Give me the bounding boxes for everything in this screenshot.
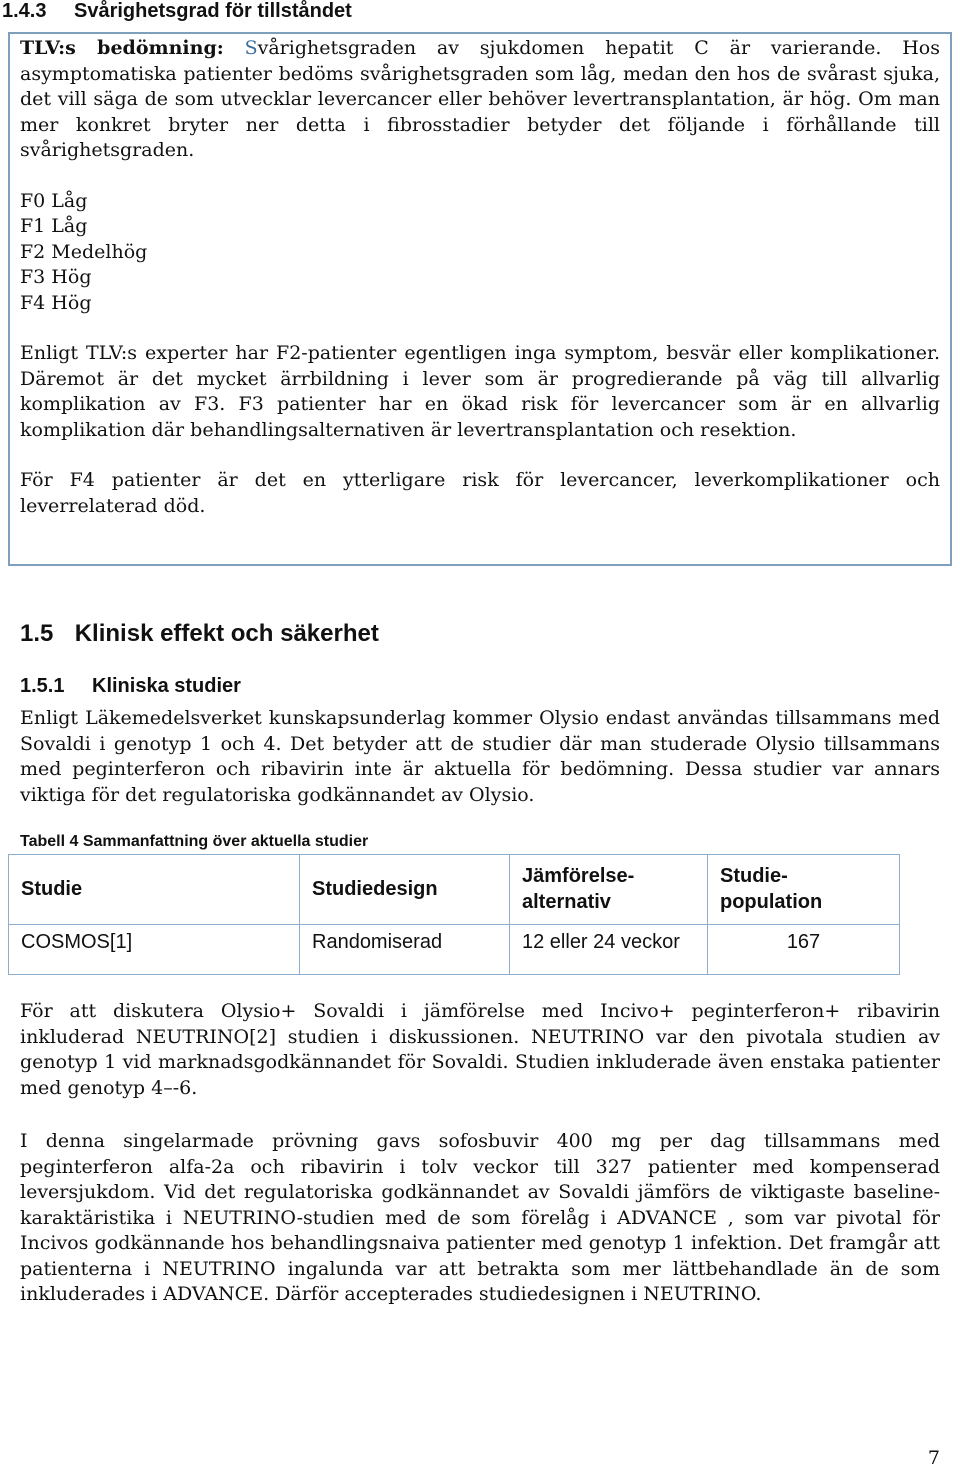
stage-item: F2 Medelhög [20,240,148,263]
stage-item: F3 Hög [20,266,92,288]
neutrino-paragraph: För att diskutera Olysio+ Sovaldi i jämförelse med Incivo+ peginterferon+ ribavirin inkluderad NEUTRINO[2] studien i diskussionen. NEUTRINO var den pivotala studien av genotyp 1 vid marknadsgodkännandet för Sovaldi. Studien inkluderade även enstaka patienter med genotyp 4–-6. [20,1000,940,1099]
assessment-text-b: Om man mer konkret bryter ner detta i fibrosstadier betyder det följande i förhållande till svårighetsgraden. [20,88,940,161]
section-heading-1-5-1 [20,675,241,698]
stage-item: F4 Hög [20,291,92,314]
header-line: Jämförelse- [522,865,635,887]
table-row [9,925,900,975]
section-title: Kliniska studier [92,675,241,697]
section-number: 1.4.3 [2,0,47,22]
header-line: Studie- [720,865,788,887]
accent-letter: S [244,37,258,59]
cell-design: Randomiserad [300,925,510,975]
section-title: Svårighetsgrad för tillståndet [74,0,352,22]
header-line: population [720,891,823,913]
section-number: 1.5 [20,620,54,647]
section-title: Klinisk effekt och säkerhet [74,620,379,647]
cell-studie: COSMOS[1] [9,925,300,975]
header-cell-population [708,855,900,925]
cell-population: 167 [708,925,900,975]
section-heading-1-4-3 [2,0,352,23]
assessment-paragraph-3: För F4 patienter är det en ytterligare risk för levercancer, leverkomplikationer och leverrelaterad död. [20,469,940,517]
tlv-label: TLV:s bedömning: [20,37,224,59]
singlearm-paragraph: I denna singelarmade prövning gavs sofosbuvir 400 mg per dag tillsammans med peginterferon alfa-2a och ribavirin i tolv veckor till 327 patienter med kompenserad leversjukdom. Vid det regulatoriska godkännandet av Sovaldi jämförs de viktigaste baseline-karaktäristika i NEUTRINO-studien med de som förelåg i ADVANCE , som var pivotal för Incivos godkännande hos behandlingsnaiva patienter med genotyp 1 infektion. Det framgår att patienterna i NEUTRINO ingalunda var att betrakta som mer lättbehandlade än de som inkluderades i ADVANCE. Därför accepterades studiedesignen i NEUTRINO. [20,1130,940,1305]
stage-item: F0 Låg [20,189,88,212]
section-heading-1-5 [20,620,379,648]
table-header-row [9,855,900,925]
table-caption: Tabell 4 Sammanfattning över aktuella studier [20,833,369,850]
tlv-assessment-content [20,36,940,519]
assessment-paragraph-2: Enligt TLV:s experter har F2-patienter egentligen inga symptom, besvär eller komplikationer. Däremot är det mycket ärrbildning i lever som är progredierande på väg till allvarlig komplikation av F3. F3 patienter har en ökad risk för levercancer som är en allvarlig komplikation där behandlingsalternativen är levertransplantation och resektion. [20,342,940,441]
stage-item: F1 Låg [20,215,88,237]
header-cell-comparator [510,855,708,925]
assessment-text: vårighetsgraden av sjukdomen hepatit C är varierande. Hos asymptomatiska patienter bedöms svårighetsgraden som låg, medan den hos de svårast sjuka, det vill säga de som utvecklar levercancer eller behöver levertransplantation, är hög. [20,37,940,110]
studies-paragraph: Enligt Läkemedelsverket kunskapsunderlag kommer Olysio endast användas tillsammans med Sovaldi i genotyp 1 och 4. Det betyder att de studier där man studerade Olysio tillsammans med peginterferon och ribavirin inte är aktuella för bedömning. Dessa studier var annars viktiga för det regulatoriska godkännandet av Olysio. [20,707,940,806]
header-cell-studiedesign: Studiedesign [300,855,510,925]
header-cell-studie: Studie [9,855,300,925]
page-number: 7 [927,1447,940,1469]
section-number: 1.5.1 [20,675,65,697]
fibrosis-stage-list [20,189,940,317]
assessment-paragraph-1 [20,36,940,164]
studies-table [8,854,900,975]
cell-comparator: 12 eller 24 veckor [510,925,708,975]
header-line: alternativ [522,891,611,913]
